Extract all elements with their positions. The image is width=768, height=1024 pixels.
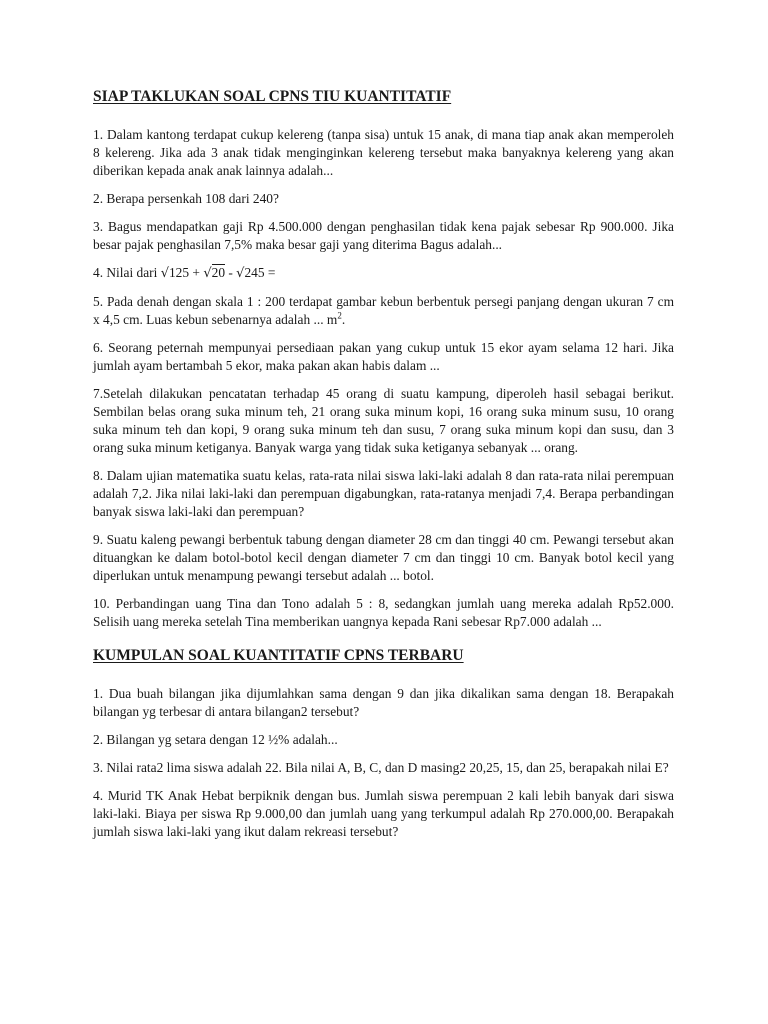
question-8: 8. Dalam ujian matematika suatu kelas, rata-rata nilai siswa laki-laki adalah 8 dan rata-rata nilai perempuan adalah 7,2. Jika nilai laki-laki dan perempuan digabungkan, rata-ratanya menjadi 7,4. Berapa perbandingan banyak siswa laki-laki dan perempuan? [93, 468, 674, 519]
question-2-4: 4. Murid TK Anak Hebat berpiknik dengan bus. Jumlah siswa perempuan 2 kali lebih banyak dari siswa laki-laki. Biaya per siswa Rp 9.000,00 dan jumlah uang yang terkumpul adalah Rp 270.000,00. Berapakah jumlah siswa laki-laki yang ikut dalam rekreasi tersebut? [93, 788, 674, 839]
question-5 [93, 293, 674, 329]
root-term-2: 20 [211, 265, 226, 280]
minus-sign: - [225, 265, 237, 280]
question-5-text: 5. Pada denah dengan skala 1 : 200 terdapat gambar kebun berbentuk persegi panjang dengan ukuran 7 cm x 4,5 cm. Luas kebun sebenarnya adalah ... m [93, 294, 674, 327]
question-2-1: 1. Dua buah bilangan jika dijumlahkan sama dengan 9 dan jika dikalikan sama dengan 18. Berapakah bilangan yg terbesar di antara bilangan2 tersebut? [93, 686, 674, 719]
question-3: 3. Bagus mendapatkan gaji Rp 4.500.000 dengan penghasilan tidak kena pajak sebesar Rp 900.000. Jika besar pajak penghasilan 7,5% maka besar gaji yang diterima Bagus adalah... [93, 219, 674, 252]
question-6: 6. Seorang peternah mempunyai persediaan pakan yang cukup untuk 15 ekor ayam selama 12 hari. Jika jumlah ayam bertambah 5 ekor, maka pakan akan habis dalam ... [93, 340, 674, 373]
plus-sign: + [189, 265, 204, 280]
question-4 [93, 264, 674, 283]
question-9: 9. Suatu kaleng pewangi berbentuk tabung dengan diameter 28 cm dan tinggi 40 cm. Pewangi tersebut akan dituangkan ke dalam botol-botol kecil dengan diameter 7 cm dan tinggi 10 cm. Banyak botol kecil yang diperlukan untuk menampung pewangi tersebut adalah ... botol. [93, 532, 674, 583]
question-1: 1. Dalam kantong terdapat cukup kelereng (tanpa sisa) untuk 15 anak, di mana tiap anak akan memperoleh 8 kelereng. Jika ada 3 anak tidak menginginkan kelereng tersebut maka banyaknya kelereng yang akan diberikan kepada anak anak lainnya adalah... [93, 127, 674, 178]
question-2-2: 2. Bilangan yg setara dengan 12 ½% adalah... [93, 732, 338, 747]
root-symbol: √ [203, 266, 212, 281]
root-symbol: √ [236, 266, 245, 281]
question-10: 10. Perbandingan uang Tina dan Tono adalah 5 : 8, sedangkan jumlah uang mereka adalah Rp52.000. Selisih uang mereka setelah Tina memberikan uangnya kepada Rani sebesar Rp7.000 adalah ... [93, 596, 674, 629]
root-term-1: 125 [168, 265, 190, 280]
question-2: 2. Berapa persenkah 108 dari 240? [93, 191, 279, 206]
question-5-end: . [341, 312, 346, 327]
question-7: 7.Setelah dilakukan pencatatan terhadap 45 orang di suatu kampung, diperoleh hasil sebagai berikut. Sembilan belas orang suka minum teh, 21 orang suka minum kopi, 16 orang suka minum susu, 10 orang suka minum teh dan kopi, 9 orang suka minum teh dan susu, 7 orang suka minum kopi dan susu, dan 3 orang suka minum ketiganya. Banyak warga yang tidak suka ketiganya sebanyak ... orang. [93, 386, 674, 455]
question-4-prefix: 4. Nilai dari [93, 265, 161, 280]
section-title-kumpulan-soal: KUMPULAN SOAL KUANTITATIF CPNS TERBARU [93, 647, 464, 664]
equals-sign: = [264, 265, 276, 280]
root-symbol: √ [160, 266, 169, 281]
document-page [93, 88, 674, 851]
superscript-2: 2 [337, 310, 342, 321]
question-2-3: 3. Nilai rata2 lima siswa adalah 22. Bila nilai A, B, C, dan D masing2 20,25, 15, dan 25, berapakah nilai E? [93, 760, 669, 775]
section-title-tiu-kuantitatif: SIAP TAKLUKAN SOAL CPNS TIU KUANTITATIF [93, 88, 452, 105]
root-term-3: 245 [244, 265, 265, 280]
